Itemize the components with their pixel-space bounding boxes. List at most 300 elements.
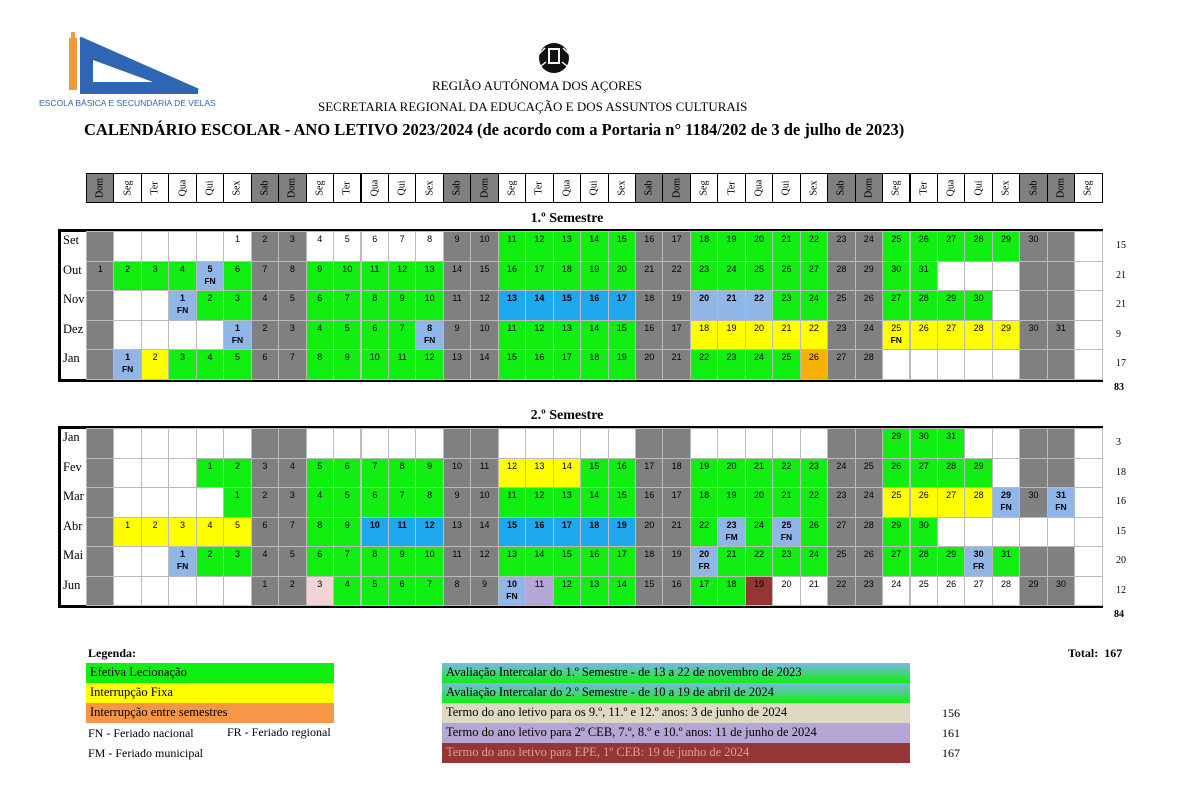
day-number: 22 — [781, 460, 792, 471]
day-cell — [635, 320, 663, 351]
day-cell — [361, 261, 389, 292]
day-number: 7 — [289, 519, 295, 530]
day-number: 20 — [699, 549, 710, 559]
day-number: 9 — [427, 460, 433, 471]
weekday-label: Sab — [643, 180, 655, 196]
day-number: 22 — [808, 490, 819, 500]
day-cell — [470, 546, 498, 577]
day-number: 29 — [946, 293, 957, 303]
day-number: 29 — [1001, 234, 1012, 244]
day-number: 26 — [946, 578, 957, 589]
day-cell — [443, 517, 471, 548]
day-cell — [882, 320, 910, 351]
day-number: 28 — [863, 519, 874, 530]
day-cell — [882, 231, 910, 262]
day-number: 26 — [863, 549, 874, 559]
day-cell — [580, 320, 608, 351]
day-number: 16 — [534, 352, 545, 362]
day-number: 17 — [644, 460, 655, 471]
day-number: 23 — [726, 352, 737, 362]
day-number: 20 — [616, 263, 627, 274]
day-cell — [113, 517, 141, 548]
day-number: 4 — [207, 352, 213, 362]
day-cell — [333, 320, 361, 351]
semester1-total: 83 — [1114, 382, 1124, 393]
day-cell — [717, 487, 745, 518]
day-cell — [635, 349, 663, 380]
month-label: Abr — [63, 518, 83, 533]
day-number: 9 — [344, 519, 350, 530]
day-cell — [86, 261, 114, 292]
day-cell — [855, 517, 883, 548]
weekday-label: Sex — [231, 180, 243, 196]
month-day-count: 21 — [1116, 299, 1126, 310]
day-cell — [690, 546, 718, 577]
day-number: 25 — [836, 293, 847, 303]
day-number: 15 — [479, 263, 490, 274]
day-number: 2 — [289, 578, 295, 589]
weekday-header-cell — [855, 173, 883, 203]
day-number: 5 — [317, 460, 323, 471]
legend-num-167: 167 — [942, 746, 960, 760]
weekday-header-cell — [745, 173, 773, 203]
day-number: 3 — [289, 322, 295, 333]
weekday-label: Ter — [726, 181, 738, 195]
day-number: 26 — [918, 322, 929, 333]
day-number: 30 — [1055, 578, 1066, 589]
weekday-label: Ter — [533, 181, 545, 195]
day-cell — [1047, 487, 1075, 518]
day-cell — [223, 458, 251, 489]
day-cell — [635, 428, 663, 459]
day-number: 16 — [506, 263, 517, 274]
day-cell — [113, 320, 141, 351]
holiday-tag: FN — [890, 334, 902, 345]
day-cell — [223, 290, 251, 321]
day-cell — [361, 428, 389, 459]
day-number: 20 — [754, 322, 765, 333]
day-cell — [1047, 517, 1075, 548]
day-cell — [196, 428, 224, 459]
day-cell — [415, 261, 443, 292]
day-cell — [223, 261, 251, 292]
day-cell — [525, 290, 553, 321]
day-number: 12 — [506, 460, 517, 471]
day-number: 26 — [808, 519, 819, 530]
day-number: 22 — [699, 519, 710, 530]
day-number: 1 — [234, 490, 240, 500]
day-number: 8 — [372, 293, 378, 303]
day-cell — [827, 546, 855, 577]
secretaria-heading: SECRETARIA REGIONAL DA EDUCAÇÃO E DOS ASSUNTOS CULTURAIS — [318, 99, 748, 114]
day-number: 3 — [262, 460, 268, 471]
day-number: 1 — [125, 352, 131, 362]
day-number: 4 — [289, 460, 295, 471]
day-cell — [827, 231, 855, 262]
day-number: 11 — [479, 460, 490, 471]
weekday-header-cell — [553, 173, 581, 203]
month-day-count: 3 — [1116, 437, 1121, 448]
day-number: 2 — [262, 234, 268, 244]
day-cell — [635, 261, 663, 292]
day-number: 21 — [754, 460, 765, 471]
day-number: 16 — [616, 460, 627, 471]
weekday-header-cell — [470, 173, 498, 203]
day-cell — [937, 428, 965, 459]
day-number: 19 — [671, 549, 682, 559]
day-number: 20 — [726, 460, 737, 471]
day-cell — [608, 261, 636, 292]
day-number: 6 — [372, 490, 378, 500]
day-number: 15 — [616, 234, 627, 244]
day-number: 11 — [452, 549, 462, 559]
day-number: 10 — [424, 549, 435, 559]
day-number: 16 — [671, 578, 682, 589]
day-cell — [113, 261, 141, 292]
day-number: 22 — [699, 352, 710, 362]
day-cell — [498, 517, 526, 548]
day-number: 2 — [152, 519, 158, 530]
day-cell — [772, 546, 800, 577]
day-cell — [388, 349, 416, 380]
day-number: 6 — [262, 519, 268, 530]
day-cell — [113, 487, 141, 518]
day-cell — [196, 349, 224, 380]
day-number: 13 — [589, 578, 600, 589]
day-cell — [196, 487, 224, 518]
month-day-count: 21 — [1116, 269, 1126, 281]
day-cell — [388, 290, 416, 321]
day-number: 25 — [754, 263, 765, 274]
day-number: 29 — [891, 431, 902, 441]
day-cell — [525, 546, 553, 577]
day-cell — [443, 261, 471, 292]
day-cell — [470, 576, 498, 607]
day-number: 22 — [754, 549, 765, 559]
day-cell — [827, 349, 855, 380]
day-cell — [223, 546, 251, 577]
day-number: 20 — [699, 293, 710, 303]
day-cell — [992, 546, 1020, 577]
day-cell — [1019, 231, 1047, 262]
day-number: 8 — [427, 490, 433, 500]
weekday-label: Sex — [424, 180, 436, 196]
day-number: 2 — [234, 460, 240, 471]
day-cell — [855, 576, 883, 607]
day-cell — [333, 428, 361, 459]
day-cell — [278, 428, 306, 459]
weekday-header-cell — [800, 173, 828, 203]
day-cell — [86, 517, 114, 548]
weekday-label: Qua — [177, 179, 189, 197]
day-number: 15 — [589, 460, 600, 471]
day-number: 25 — [891, 490, 902, 500]
day-number: 5 — [234, 352, 240, 362]
holiday-tag: FR — [698, 561, 710, 571]
day-number: 19 — [589, 263, 600, 274]
day-number: 3 — [180, 519, 186, 530]
day-number: 3 — [234, 293, 240, 303]
weekday-label: Seg — [314, 180, 326, 196]
day-cell — [800, 517, 828, 548]
weekday-label: Seg — [506, 180, 518, 196]
day-number: 25 — [781, 352, 792, 362]
day-cell — [251, 517, 279, 548]
day-number: 31 — [1001, 549, 1012, 559]
day-cell — [1074, 517, 1102, 548]
day-cell — [196, 517, 224, 548]
day-cell — [1047, 428, 1075, 459]
day-cell — [196, 290, 224, 321]
weekday-label: Seg — [1082, 180, 1094, 196]
day-number: 13 — [534, 460, 545, 471]
day-cell — [388, 458, 416, 489]
day-number: 26 — [918, 490, 929, 500]
month-day-count: 20 — [1116, 555, 1126, 566]
day-number: 10 — [369, 352, 380, 362]
day-number: 16 — [644, 322, 655, 333]
holiday-tag: FN — [780, 531, 793, 542]
day-cell — [800, 320, 828, 351]
day-number: 19 — [616, 352, 627, 362]
day-cell — [964, 320, 992, 351]
month-label: Jan — [63, 430, 80, 444]
day-cell — [1019, 349, 1047, 380]
day-cell — [361, 320, 389, 351]
day-cell — [278, 576, 306, 607]
weekday-header-cell — [1019, 173, 1047, 203]
day-number: 9 — [454, 322, 460, 333]
day-cell — [1019, 458, 1047, 489]
day-number: 12 — [424, 352, 435, 362]
day-number: 14 — [589, 322, 600, 333]
day-number: 5 — [344, 234, 350, 244]
day-cell — [690, 517, 718, 548]
day-number: 23 — [836, 234, 847, 244]
day-number: 26 — [781, 263, 792, 274]
day-number: 11 — [507, 322, 517, 333]
day-number: 23 — [699, 263, 710, 274]
school-name: ESCOLA BÁSICA E SECUNDÁRIA DE VELAS — [39, 98, 216, 108]
day-cell — [141, 576, 169, 607]
weekday-header-cell — [361, 173, 389, 203]
day-number: 6 — [234, 263, 240, 274]
weekday-label: Qui — [396, 180, 408, 196]
day-number: 5 — [344, 322, 350, 333]
day-cell — [553, 487, 581, 518]
day-number: 14 — [616, 578, 627, 589]
day-cell — [306, 290, 334, 321]
day-number: 17 — [671, 490, 682, 500]
day-cell — [1074, 290, 1102, 321]
day-number: 30 — [973, 293, 984, 303]
weekday-label: Dom — [671, 178, 683, 198]
day-number: 29 — [973, 460, 984, 471]
weekday-header-cell — [882, 173, 910, 203]
weekday-label: Qui — [973, 180, 985, 196]
day-number: 23 — [726, 519, 737, 530]
day-cell — [306, 487, 334, 518]
day-number: 4 — [317, 322, 323, 333]
day-number: 19 — [699, 460, 710, 471]
day-cell — [333, 487, 361, 518]
holiday-tag: FN — [506, 590, 518, 601]
month-label: Mar — [63, 489, 84, 503]
day-number: 29 — [863, 263, 874, 274]
day-cell — [361, 231, 389, 262]
day-cell — [910, 428, 938, 459]
day-cell — [1074, 320, 1102, 351]
month-day-count: 17 — [1116, 358, 1126, 369]
day-cell — [964, 428, 992, 459]
day-number: 18 — [699, 490, 710, 500]
day-cell — [937, 261, 965, 292]
day-cell — [855, 458, 883, 489]
day-number: 15 — [561, 293, 572, 303]
day-number: 29 — [1028, 578, 1039, 589]
day-number: 24 — [808, 293, 819, 303]
day-number: 3 — [234, 549, 240, 559]
day-cell — [1019, 428, 1047, 459]
day-cell — [415, 458, 443, 489]
day-cell — [168, 231, 196, 262]
day-cell — [361, 546, 389, 577]
day-number: 22 — [808, 322, 819, 333]
day-number: 9 — [482, 578, 488, 589]
day-cell — [361, 576, 389, 607]
weekday-label: Dom — [863, 178, 875, 198]
day-number: 30 — [918, 519, 929, 530]
day-number: 8 — [427, 322, 433, 333]
legend-fr: FR - Feriado regional — [227, 725, 331, 739]
weekday-label: Qua — [945, 179, 957, 197]
holiday-tag: FN — [1000, 502, 1012, 512]
day-cell — [553, 320, 581, 351]
weekday-label: Qui — [780, 180, 792, 196]
day-cell — [86, 320, 114, 351]
weekday-header-cell — [168, 173, 196, 203]
day-cell — [415, 349, 443, 380]
day-cell — [827, 320, 855, 351]
legend-efetiva: Efetiva Lecionação — [86, 663, 334, 683]
legend-termo-2ceb: Termo do ano letivo para 2º CEB, 7.º, 8.º e 10.º anos: 11 de junho de 2024 — [442, 723, 910, 743]
day-number: 28 — [973, 322, 984, 333]
weekday-header-cell — [415, 173, 443, 203]
weekday-label: Qui — [588, 180, 600, 196]
day-number: 27 — [836, 519, 847, 530]
day-cell — [608, 428, 636, 459]
day-number: 23 — [836, 490, 847, 500]
day-cell — [717, 320, 745, 351]
day-cell — [306, 576, 334, 607]
day-number: 27 — [918, 460, 929, 471]
weekday-label: Ter — [341, 181, 353, 195]
semester2-total: 84 — [1114, 609, 1124, 620]
day-number: 29 — [1001, 322, 1012, 333]
day-cell — [470, 428, 498, 459]
day-cell — [992, 349, 1020, 380]
day-cell — [635, 290, 663, 321]
day-cell — [333, 458, 361, 489]
day-number: 3 — [289, 490, 295, 500]
day-number: 9 — [344, 352, 350, 362]
day-cell — [553, 517, 581, 548]
day-number: 17 — [534, 263, 545, 274]
day-number: 2 — [152, 352, 158, 362]
day-cell — [251, 349, 279, 380]
weekday-label: Dom — [94, 178, 106, 198]
day-number: 17 — [671, 322, 682, 333]
day-cell — [498, 231, 526, 262]
day-number: 6 — [317, 293, 323, 303]
day-number: 10 — [479, 234, 490, 244]
day-number: 14 — [452, 263, 463, 274]
day-number: 26 — [918, 234, 929, 244]
day-cell — [662, 428, 690, 459]
day-number: 20 — [754, 490, 765, 500]
day-cell — [223, 576, 251, 607]
day-cell — [992, 290, 1020, 321]
day-cell — [800, 428, 828, 459]
weekday-label: Sab — [451, 180, 463, 196]
day-cell — [608, 546, 636, 577]
day-cell — [992, 261, 1020, 292]
day-number: 18 — [589, 519, 600, 530]
day-cell — [580, 576, 608, 607]
day-cell — [745, 320, 773, 351]
day-number: 15 — [506, 519, 517, 530]
weekday-header-cell — [251, 173, 279, 203]
day-cell — [113, 576, 141, 607]
day-cell — [1047, 290, 1075, 321]
day-number: 14 — [589, 234, 600, 244]
day-cell — [635, 546, 663, 577]
day-cell — [855, 231, 883, 262]
day-cell — [800, 487, 828, 518]
day-cell — [443, 458, 471, 489]
day-cell — [113, 349, 141, 380]
day-number: 31 — [918, 263, 929, 274]
day-cell — [388, 487, 416, 518]
weekday-header-cell — [113, 173, 141, 203]
day-cell — [745, 231, 773, 262]
month-day-count: 18 — [1116, 466, 1126, 478]
day-cell — [86, 546, 114, 577]
weekday-label: Sab — [835, 180, 847, 196]
day-cell — [772, 320, 800, 351]
day-cell — [361, 349, 389, 380]
day-number: 12 — [397, 263, 408, 274]
weekday-header-cell — [86, 173, 114, 203]
day-cell — [1074, 261, 1102, 292]
day-cell — [553, 290, 581, 321]
day-cell — [608, 576, 636, 607]
day-number: 19 — [726, 234, 737, 244]
school-logo — [38, 30, 203, 100]
day-number: 18 — [671, 460, 682, 471]
month-day-count: 15 — [1116, 240, 1126, 251]
day-number: 7 — [262, 263, 268, 274]
day-cell — [223, 517, 251, 548]
day-cell — [608, 458, 636, 489]
day-cell — [580, 349, 608, 380]
day-cell — [1047, 546, 1075, 577]
day-number: 11 — [452, 293, 462, 303]
day-cell — [964, 517, 992, 548]
day-number: 4 — [317, 490, 323, 500]
day-cell — [827, 487, 855, 518]
day-number: 25 — [836, 549, 847, 559]
